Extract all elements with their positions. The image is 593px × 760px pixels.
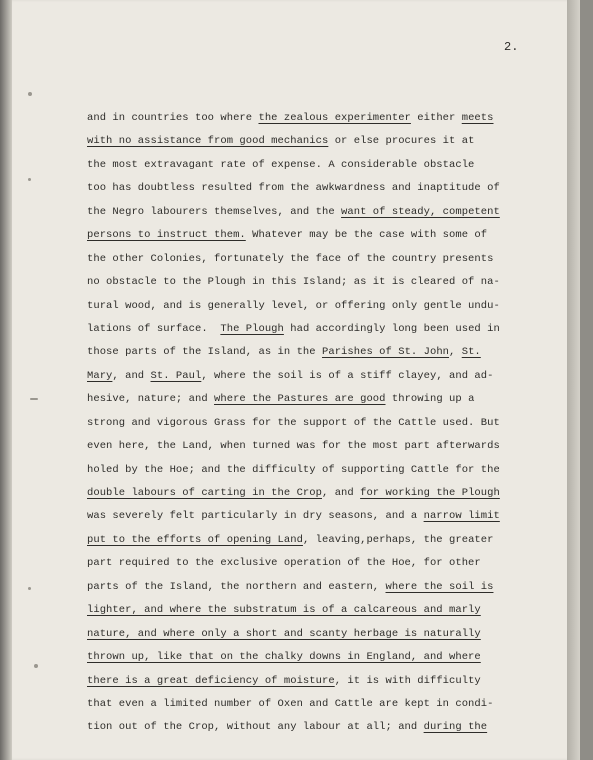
text-segment: throwing up a [385,393,475,406]
text-line [87,154,537,177]
text-segment: hesive, nature; and [87,393,215,406]
text-line [87,670,537,693]
text-segment: parts of the Island, the northern and eastern, [87,580,386,593]
underlined-text: The Plough [220,322,284,335]
punch-mark [28,178,31,181]
underlined-text: put to the efforts of opening Land [87,533,303,546]
underlined-text: want of steady, competent [341,205,500,218]
scan-right-edge [567,0,580,760]
text-segment: strong and vigorous Grass for the support of the Cattle used. But [87,416,500,429]
text-line [87,295,537,318]
text-segment: was severely felt particularly in dry seasons, and a [87,510,424,523]
text-line [87,318,537,341]
underlined-text: meets [461,112,494,124]
text-line [87,459,537,482]
underlined-text: there is a great deficiency of moisture [87,674,335,687]
page-number: 2. [504,40,519,54]
text-segment: , and [112,369,151,382]
underlined-text: Parishes of St. John [322,346,450,359]
text-line [87,365,537,388]
text-line [87,412,537,435]
underlined-text: lighter, and where the substratum is of a calcareous and marly [87,604,481,617]
underlined-text: St. Paul [150,369,202,382]
underlined-text: persons to instruct them. [87,229,246,242]
text-segment: those parts of the Island, as in the [87,346,322,359]
text-segment: lations of surface. [87,322,221,335]
text-line [87,388,537,411]
text-segment: the other Colonies, fortunately the face of the country presents [87,252,494,265]
underlined-text: for working the Plough [360,487,500,499]
text-segment: the Negro labourers themselves, and the [87,205,342,218]
text-segment: that even a limited number of Oxen and Cattle are kept in condi- [87,697,494,710]
typed-paragraph [87,107,537,740]
text-line [87,435,537,458]
punch-mark [28,92,32,96]
text-line [87,623,537,646]
text-line [87,529,537,552]
text-line [87,271,537,294]
text-line [87,130,537,153]
text-segment: the most extravagant rate of expense. A considerable obstacle [87,158,475,171]
punch-mark [30,398,38,400]
underlined-text: where the Pastures are good [214,393,386,406]
underlined-text: thrown up, like that on the chalky downs in England, and where [87,651,481,664]
underlined-text: narrow limit [423,510,500,523]
text-segment: , leaving,perhaps, the greater [302,533,494,546]
text-segment: either [410,112,462,124]
text-segment: Whatever may be the case with some of [245,229,488,242]
text-line [87,177,537,200]
text-segment: no obstacle to the Plough in this Island; as it is cleared of na- [87,276,500,289]
text-line [87,341,537,364]
text-segment: , it is with difficulty [334,674,481,687]
underlined-text: nature, and where only a short and scanty herbage is naturally [87,627,481,640]
text-segment: had accordingly long been used in [283,322,500,335]
text-line [87,248,537,271]
punch-mark [34,664,38,668]
scan-left-edge [0,0,12,760]
underlined-text: the zealous experimenter [258,112,411,124]
text-line [87,482,537,505]
text-line [87,201,537,224]
text-segment: , [449,346,462,359]
text-line [87,505,537,528]
text-line [87,693,537,716]
underlined-text: double labours of carting in the Crop [87,487,322,499]
text-segment: , and [322,487,361,499]
text-segment: even here, the Land, when turned was for the most part afterwards [87,440,500,453]
text-line [87,576,537,599]
text-line [87,552,537,575]
text-segment: holed by the Hoe; and the difficulty of supporting Cattle for the [87,463,500,476]
text-segment: too has doubtless resulted from the awkwardness and inaptitude of [87,182,500,195]
underlined-text: Mary [87,369,113,382]
text-line [87,646,537,669]
text-segment: tural wood, and is generally level, or offering only gentle undu- [87,299,500,312]
text-segment: tion out of the Crop, without any labour at all; and [87,721,424,734]
underlined-text: where the soil is [385,580,494,593]
text-line [87,107,537,130]
punch-mark [28,587,31,590]
underlined-text: St. [461,346,481,359]
text-line [87,599,537,622]
text-segment: or else procures it at [328,135,475,148]
text-line [87,716,537,739]
text-line [87,224,537,247]
text-segment: , where the soil is of a stiff clayey, and ad- [201,369,494,382]
underlined-text: with no assistance from good mechanics [87,135,329,148]
text-segment: and in countries too where [87,112,259,124]
document-page [12,0,580,760]
text-segment: part required to the exclusive operation of the Hoe, for other [87,557,481,570]
underlined-text: during the [423,721,488,734]
